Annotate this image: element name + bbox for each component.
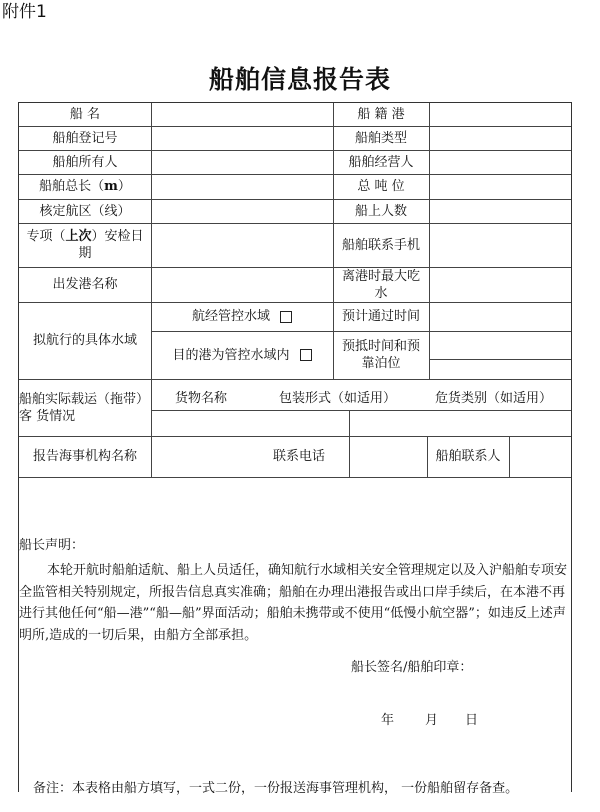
declaration-heading: 船长声明：	[19, 538, 85, 553]
label-inspection-post: ）安检日期	[78, 229, 144, 261]
label-ship-contact: 船舶联系人	[435, 449, 501, 464]
form-title: 船舶信息报告表	[208, 65, 391, 94]
label-ship-length-pre: 船舶总长（	[39, 179, 105, 194]
option-controlled-water	[151, 302, 333, 331]
date-day: 日	[465, 713, 479, 728]
label-eta-berth: 预抵时间和预靠泊位	[341, 339, 420, 371]
label-contact-phone: 船舶联系手机	[341, 237, 420, 253]
checkbox-controlled-water[interactable]	[280, 311, 292, 323]
label-persons-on-board: 船上人数	[354, 203, 407, 219]
label-msa-phone: 联系电话	[272, 449, 325, 464]
label-ship-type: 船舶类型	[354, 130, 407, 146]
ship-info-form	[18, 102, 572, 796]
label-inspection-pre: 专项（	[26, 229, 66, 244]
label-cargo-situation: 船舶实际载运（拖带）客 货情况	[19, 392, 150, 424]
label-planned-area: 拟航行的具体水域	[32, 333, 137, 348]
label-dest-controlled: 目的港为管控水域内	[172, 347, 290, 363]
label-dg-class: 危货类别（如适用）	[435, 391, 553, 406]
label-inspection-bold: 上次	[65, 229, 92, 244]
declaration-body: 本轮开航时船舶适航、船上人员适任，确知航行水域相关安全管理规定以及入沪船舶专项安全监管相关特别规定，所报告信息真实准确；船舶在办理出港报告或出口岸手续后，在本港不再进行其他任何“船—港”“船—船”界面活动；船舶未携带或不使用“低慢小航空器”；如违反上述声明所,造成的一切后果，由船方全部承担。	[19, 563, 568, 643]
label-gross-tonnage: 总 吨 位	[357, 179, 405, 194]
attachment-label: 附件1	[2, 2, 47, 22]
label-ship-length	[19, 174, 151, 199]
date-month: 月	[425, 713, 439, 728]
label-operator: 船舶经营人	[348, 154, 414, 170]
label-cargo-name: 货物名称	[175, 391, 228, 406]
label-msa-name: 报告海事机构名称	[32, 449, 137, 464]
label-max-draft: 离港时最大吃水	[341, 268, 420, 301]
label-expected-pass-time: 预计通过时间	[341, 309, 420, 324]
label-departure-port: 出发港名称	[52, 277, 118, 292]
label-controlled-water: 航经管控水域	[191, 309, 270, 324]
label-owner: 船舶所有人	[52, 154, 118, 170]
checkbox-dest-controlled[interactable]	[300, 349, 312, 361]
label-navigation-area: 核定航区（线）	[39, 203, 131, 219]
remark: 备注：本表格由船方填写，一式二份，一份报送海事管理机构， 一份船舶留存备查。	[33, 781, 519, 796]
signature-label: 船长签名/船舶印章：	[351, 660, 473, 675]
label-ship-name: 船 名	[69, 107, 101, 122]
label-packaging: 包装形式（如适用）	[279, 391, 397, 406]
label-inspection-date	[23, 223, 147, 267]
label-ship-length-unit: m	[104, 179, 118, 194]
label-port-of-registry: 船 籍 港	[357, 107, 405, 122]
option-dest-controlled	[151, 331, 333, 379]
date-year: 年	[381, 713, 395, 728]
label-ship-length-post: ）	[117, 179, 131, 194]
label-registration-no: 船舶登记号	[52, 130, 118, 146]
